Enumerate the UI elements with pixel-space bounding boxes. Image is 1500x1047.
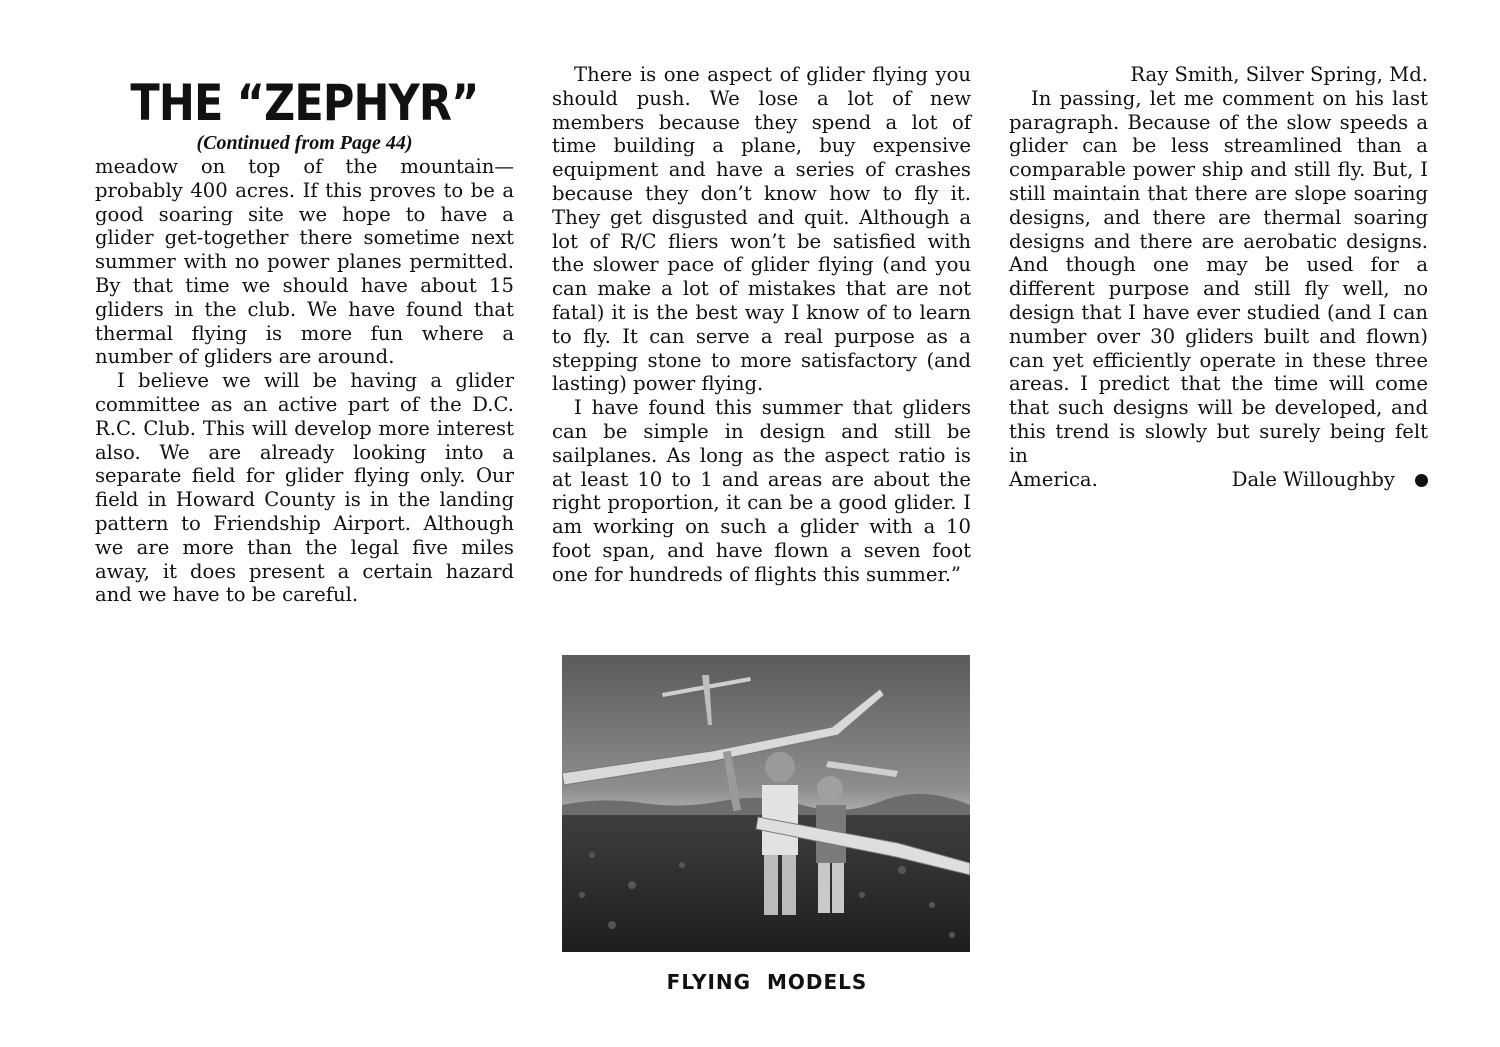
closing-word: America. <box>1009 467 1098 491</box>
paragraph: There is one aspect of glider flying you should push. We lose a lot of new members because they spend a lot of time building a plane, buy expensive equipment and have a series of crashes because they don’t know how to fly it. They get disgusted and quit. Although a lot of R/C fliers won’t be satisfied with the slower pace of glider flying (and you can make a lot of mistakes that are not fatal) it is the best way I know of to learn to fly. It can serve a real purpose as a stepping stone to more satisfactory (and lasting) power flying. <box>552 63 971 396</box>
author-name: Dale Willoughby <box>1231 467 1395 491</box>
column-1 <box>95 63 514 607</box>
photo-boys-with-gliders <box>562 655 970 952</box>
continued-note: (Continued from Page 44) <box>196 132 413 154</box>
paragraph: meadow on top of the mountain—probably 400 acres. If this proves to be a good soaring site we hope to have a glider get-together there sometime next summer with no power planes permitted. By that time we should have about 15 gliders in the club. We have found that thermal flying is more fun where a number of gliders are around. <box>95 155 514 369</box>
paragraph: I believe we will be having a glider committee as an active part of the D.C. R.C. Club. This will develop more interest also. We are already looking into a separate field for glider flying only. Our field in Howard County is in the landing pattern to Friendship Airport. Although we are more than the legal five miles away, it does present a certain hazard and we have to be careful. <box>95 369 514 607</box>
column-2 <box>552 63 971 587</box>
author-signature <box>1232 468 1428 492</box>
magazine-footer: FLYING MODELS <box>666 970 868 994</box>
paragraph: I have found this summer that gliders can be simple in design and still be sailplanes. As long as the aspect ratio is at least 10 to 1 and areas are about the right proportion, it can be a good glider. I am working on such a glider with a 10 foot span, and have flown a seven foot one for hundreds of flights this summer.” <box>552 396 971 586</box>
paragraph: In passing, let me comment on his last paragraph. Because of the slow speeds a glider can be less streamlined than a comparable power ship and still fly. But, I still maintain that there are slope soaring designs, and there are thermal soaring designs and there are aerobatic designs. And though one may be used for a different purpose and still fly well, no design that I have ever studied (and I can number over 30 gliders built and flown) can yet efficiently operate in these three areas. I predict that the time will come that such designs will be developed, and this trend is slowly but surely being felt in <box>1009 86 1428 467</box>
signoff-line <box>1009 468 1428 492</box>
end-mark-icon <box>1415 474 1428 487</box>
article-title: THE “ZEPHYR” <box>130 74 479 132</box>
letter-attribution: Ray Smith, Silver Spring, Md. <box>1130 63 1428 86</box>
column-3 <box>1009 63 1428 491</box>
